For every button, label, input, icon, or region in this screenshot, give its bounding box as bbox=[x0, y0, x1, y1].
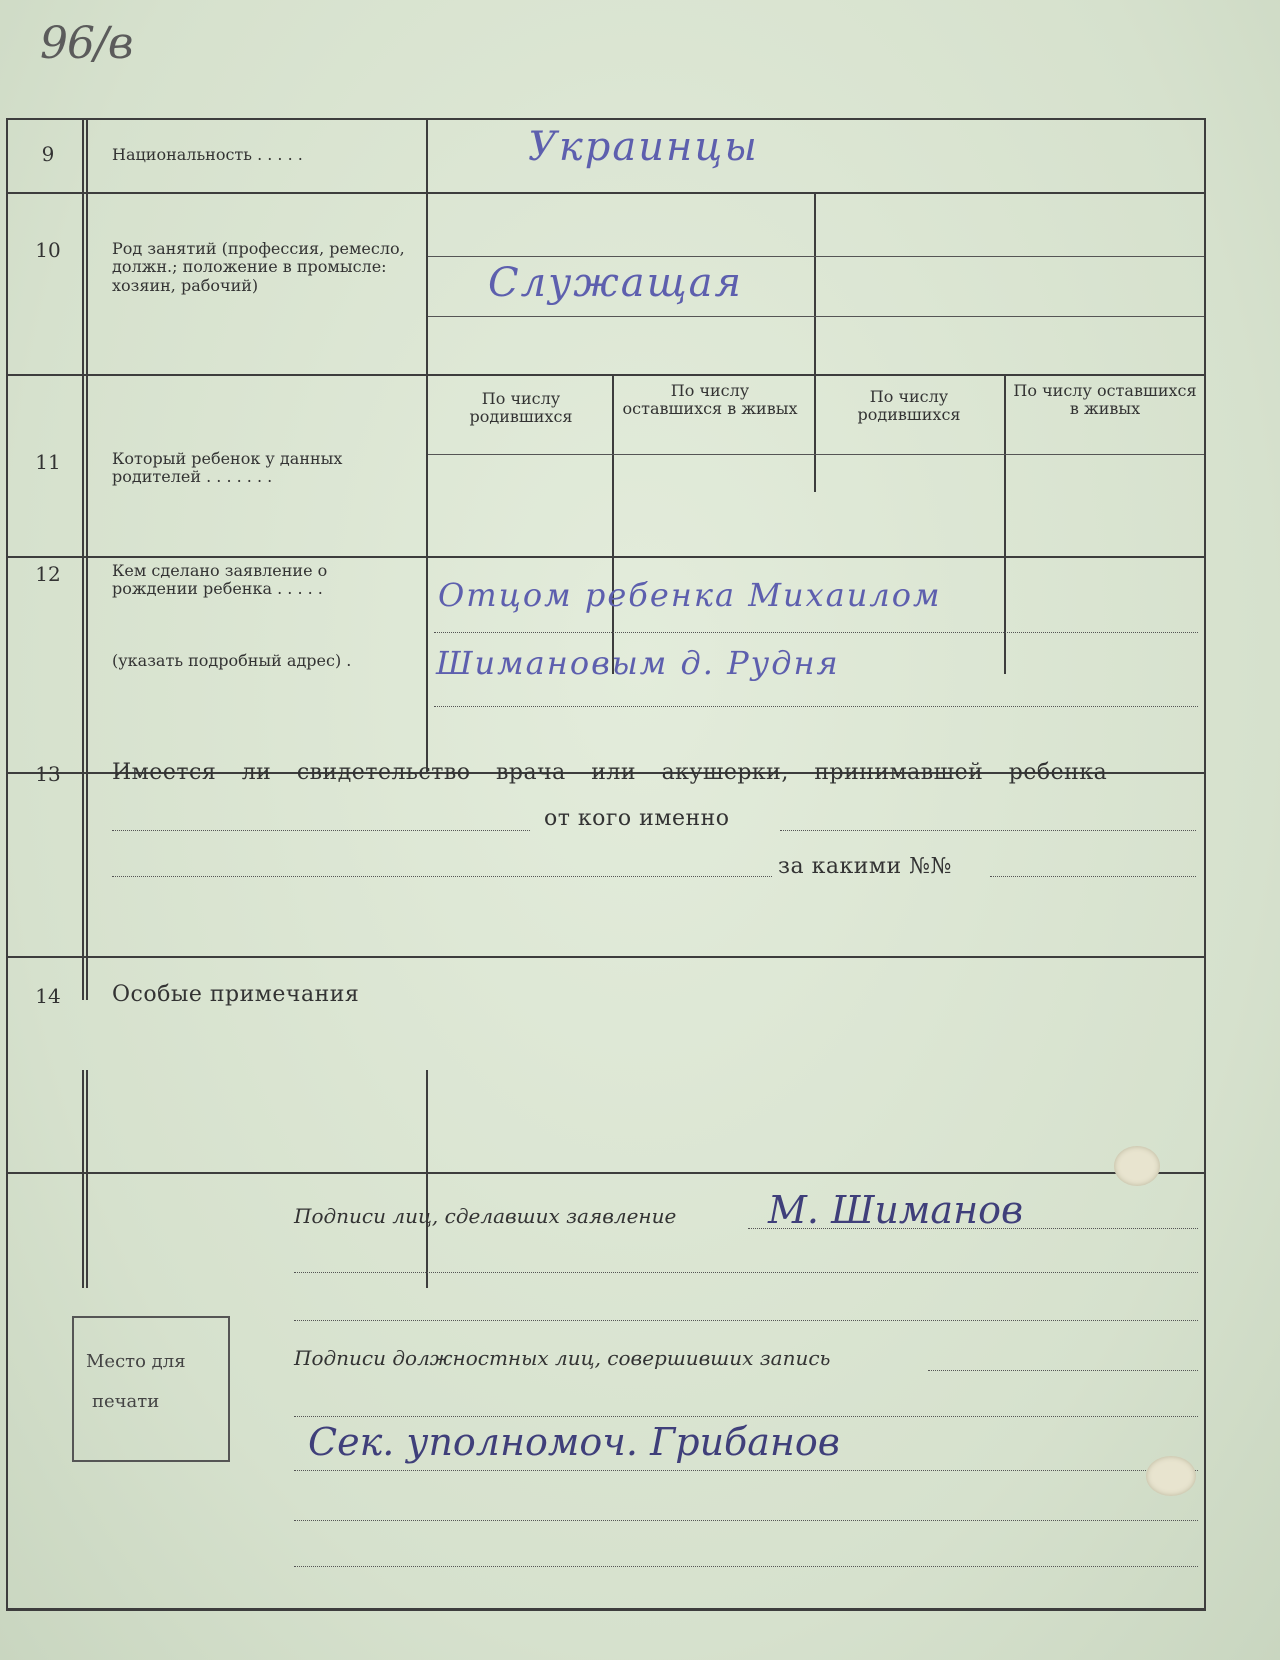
row-number-12: 12 bbox=[35, 562, 61, 586]
number-column-divider-lower bbox=[82, 1070, 84, 1288]
row11-bottom bbox=[8, 556, 1204, 558]
declarant-address-value: Шимановым д. Рудня bbox=[436, 644, 840, 682]
certificate-dotline-2 bbox=[112, 876, 772, 877]
row-number-14: 14 bbox=[35, 984, 61, 1008]
officials-signature: Сек. уполномоч. Грибанов bbox=[308, 1420, 840, 1464]
signature-line-6 bbox=[294, 1470, 1198, 1471]
nationality-label: Национальность . . . . . bbox=[112, 145, 303, 164]
nationality-value: Украинцы bbox=[528, 124, 759, 170]
row-number-10: 10 bbox=[35, 238, 61, 262]
archive-number: 96/в bbox=[40, 18, 133, 69]
alive-count-header-1: По числу оставшихся в живых bbox=[622, 381, 798, 418]
from-whom-dotline bbox=[780, 830, 1196, 831]
declarant-address-label: (указать подробный адрес) . bbox=[112, 651, 352, 670]
stamp-place-box bbox=[72, 1316, 230, 1462]
number-column-divider-lower-double bbox=[86, 1070, 88, 1288]
numbers-dotline bbox=[990, 876, 1196, 877]
signature-line-5 bbox=[294, 1416, 1198, 1417]
stamp-place-line1: Место для bbox=[86, 1351, 186, 1372]
alive-count-header-2: По числу оставшихся в живых bbox=[1013, 381, 1197, 418]
numbers-label: за какими №№ bbox=[778, 854, 952, 879]
value-column-divider bbox=[814, 192, 816, 492]
child-order-label: Который ребенок у данных родителей . . . . . . . bbox=[112, 449, 343, 487]
applicants-signature-label: Подписи лиц, сделавших заявление bbox=[294, 1204, 677, 1228]
applicants-signature: М. Шиманов bbox=[768, 1188, 1024, 1232]
paper-damage-upper bbox=[1114, 1146, 1160, 1186]
row10-bottom bbox=[8, 374, 1204, 376]
declarant-label: Кем сделано заявление о рождении ребенка . . . . . bbox=[112, 561, 328, 599]
label-column-divider-row14 bbox=[426, 1070, 428, 1288]
row12-dotline-2 bbox=[434, 706, 1198, 707]
officials-signature-label: Подписи должностных лиц, совершивших запись bbox=[294, 1346, 831, 1370]
row11-divider-1 bbox=[612, 376, 614, 674]
signature-line-7 bbox=[294, 1520, 1198, 1521]
born-count-header-2: По числу родившихся bbox=[857, 387, 961, 424]
special-notes-label: Особые примечания bbox=[112, 982, 360, 1007]
declarant-value: Отцом ребенка Михаилом bbox=[438, 576, 942, 614]
row12-dotline-1 bbox=[434, 632, 1198, 633]
row-number-11: 11 bbox=[35, 450, 61, 474]
occupation-value: Служащая bbox=[488, 260, 743, 306]
certificate-dotline-1 bbox=[112, 830, 530, 831]
born-count-header-1: По числу родившихся bbox=[469, 389, 573, 426]
label-column-divider bbox=[426, 120, 428, 772]
row11-divider-3 bbox=[1004, 376, 1006, 674]
row13-bottom bbox=[8, 956, 1204, 958]
row14-bottom bbox=[8, 1172, 1204, 1174]
row9-bottom bbox=[8, 192, 1204, 194]
paper-damage-lower bbox=[1146, 1456, 1196, 1496]
row10-line-2 bbox=[428, 316, 1204, 317]
signature-line-3 bbox=[294, 1320, 1198, 1321]
officials-signature-line bbox=[928, 1370, 1198, 1371]
row-number-13: 13 bbox=[35, 762, 61, 786]
from-whom-label: от кого именно bbox=[544, 806, 730, 831]
row-number-9: 9 bbox=[41, 142, 55, 166]
certificate-question: Имеется ли свидетельство врача или акушерки, принимавшей ребенка bbox=[112, 760, 1108, 785]
signature-line-2 bbox=[294, 1272, 1198, 1273]
occupation-label: Род занятий (профессия, ремесло, должн.; положение в промысле: хозяин, рабочий) bbox=[112, 239, 405, 295]
signature-line-8 bbox=[294, 1566, 1198, 1567]
stamp-place-line2: печати bbox=[92, 1391, 160, 1412]
row10-line-1 bbox=[428, 256, 1204, 257]
row11-header-line bbox=[428, 454, 1204, 455]
